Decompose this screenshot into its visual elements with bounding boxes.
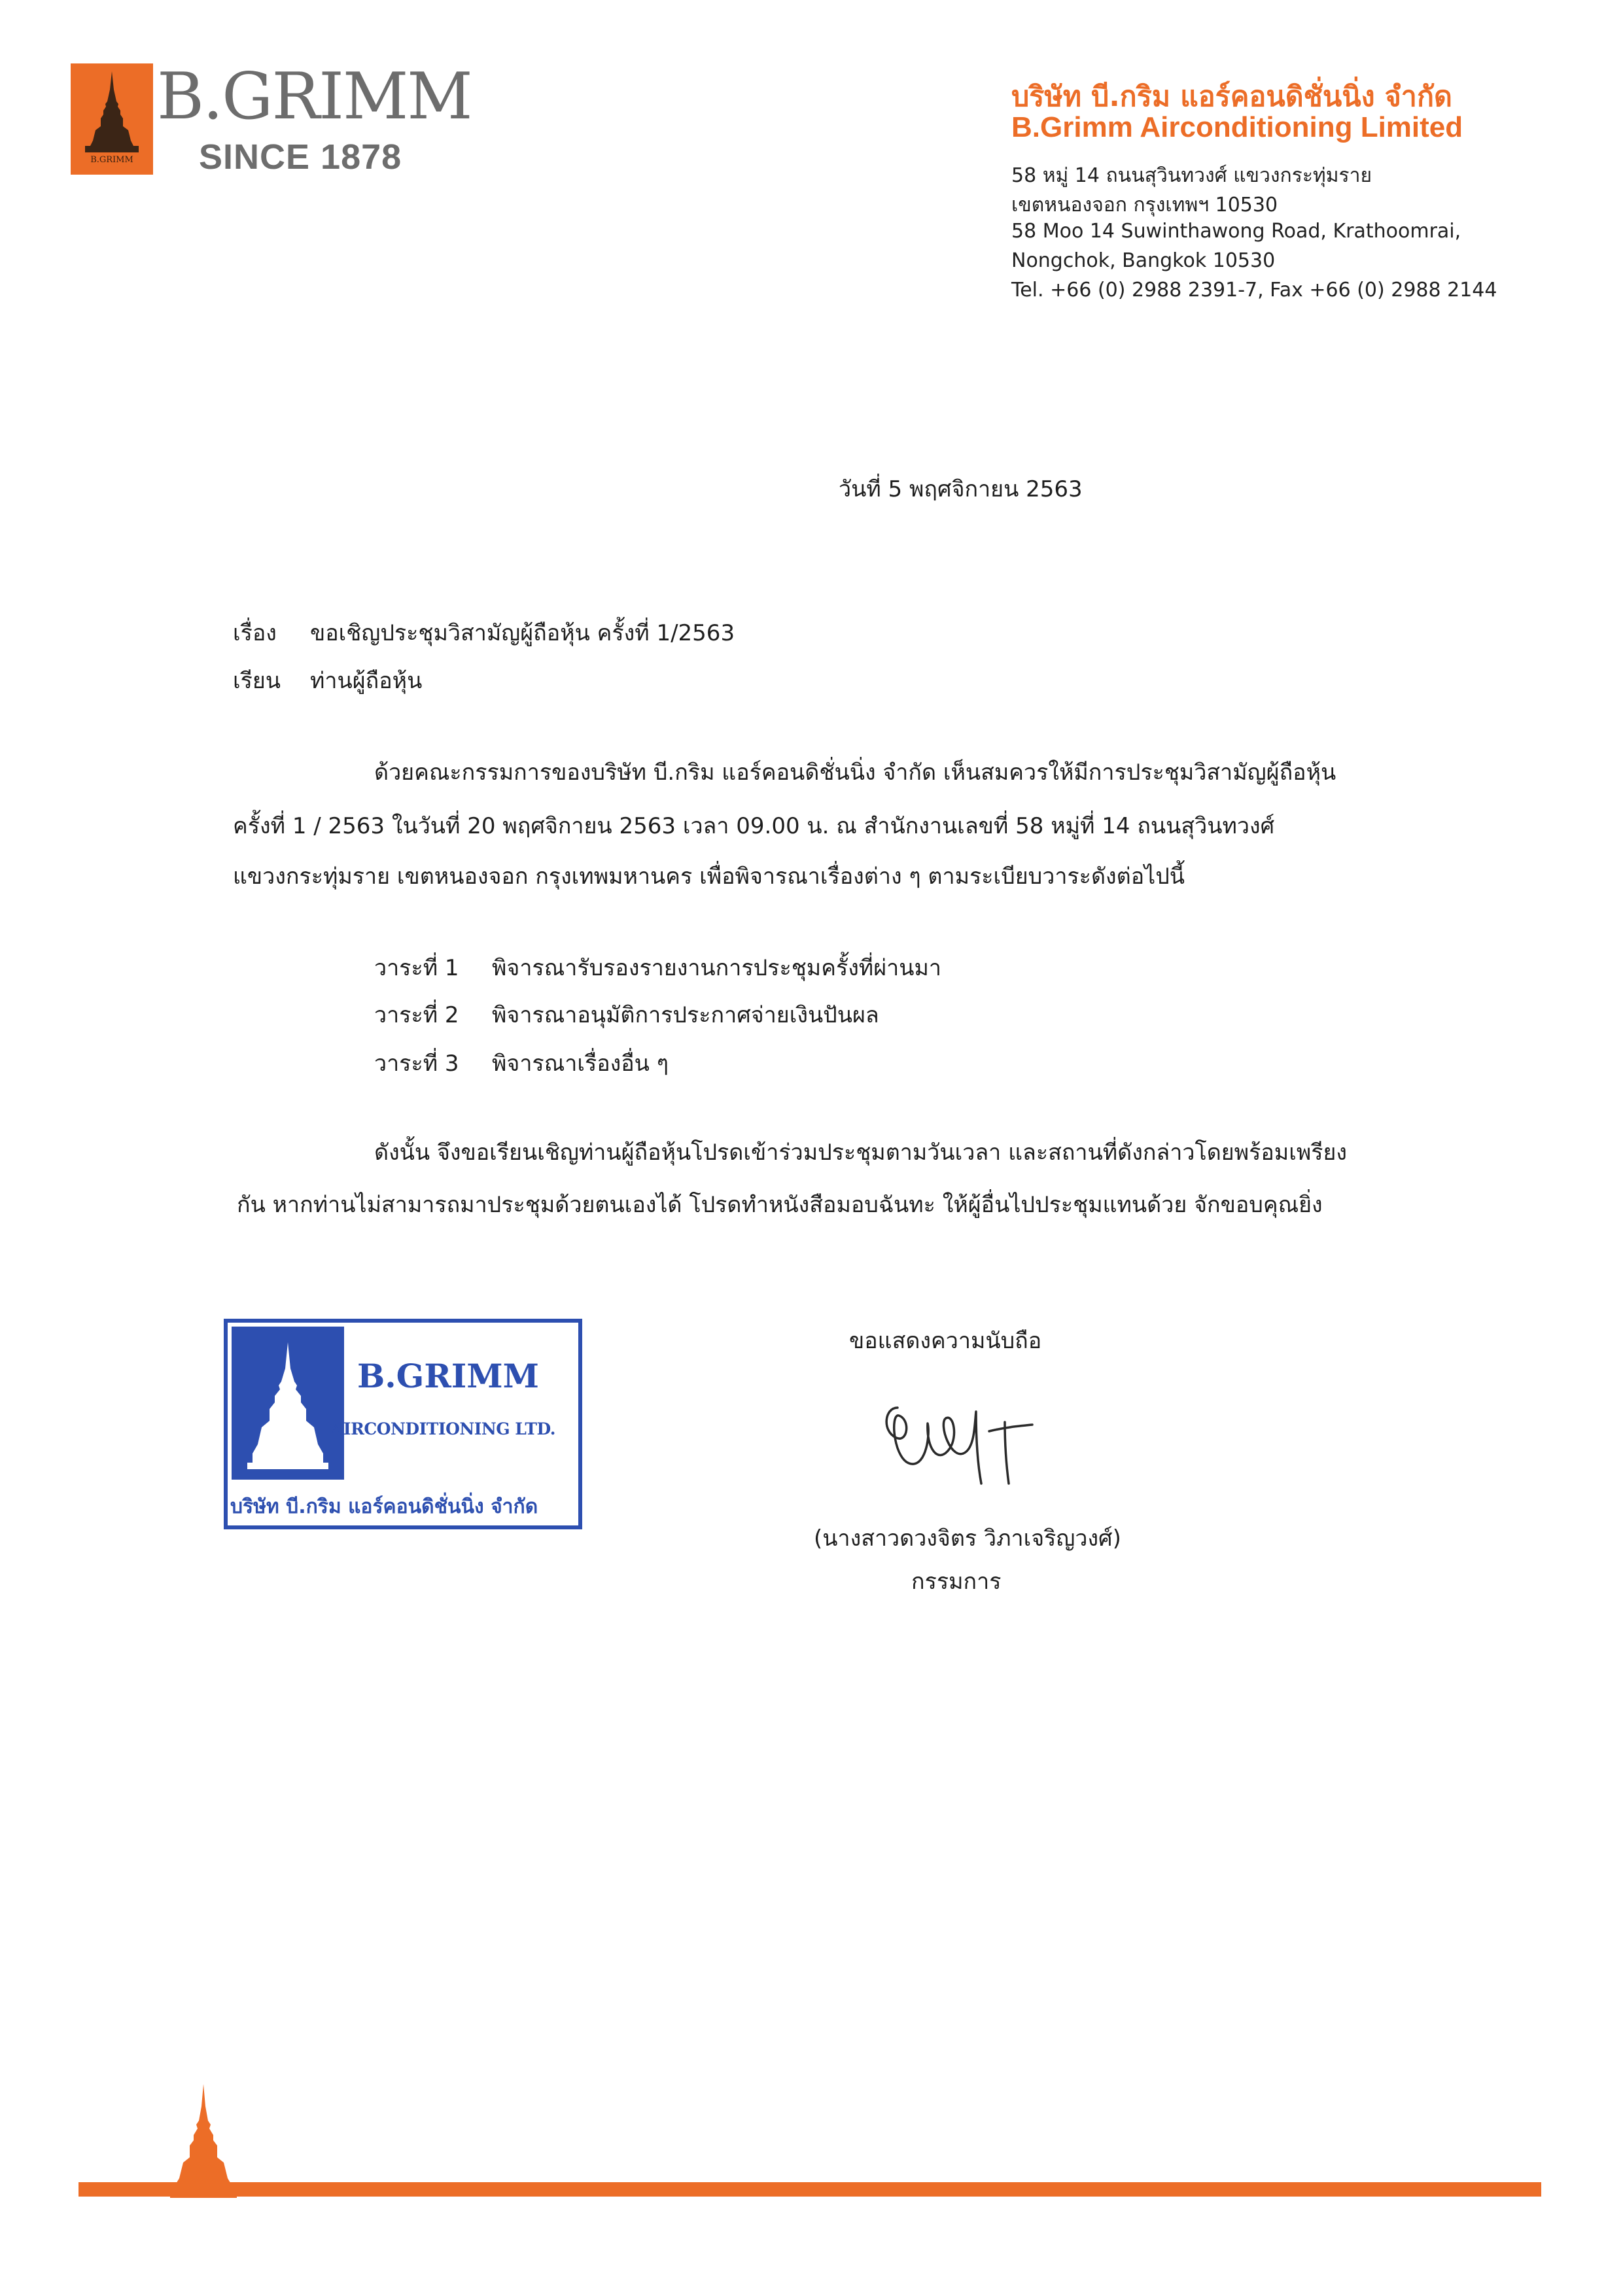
agenda-3-label: วาระที่ 3: [374, 1051, 459, 1077]
footer-chedi-icon: [165, 2080, 242, 2198]
agenda-1-label: วาระที่ 1: [374, 955, 459, 981]
company-logo: [71, 60, 472, 181]
recipient-text: ท่านผู้ถือหุ้น: [310, 668, 423, 694]
stamp-thai-name: บริษัท บี.กริม แอร์คอนดิชั่นนิ่ง จำกัด: [230, 1495, 538, 1518]
logo-since: SINCE 1878: [199, 137, 402, 177]
address-line-4: Nongchok, Bangkok 10530: [1011, 249, 1276, 272]
agenda-2-text: พิจารณาอนุมัติการประกาศจ่ายเงินปันผล: [492, 1002, 879, 1028]
para2-line-2: กัน หากท่านไม่สามารถมาประชุมด้วยตนเองได้ โปรดทำหนังสือมอบฉันทะ ให้ผู้อื่นไปประชุมแทนด้วย จักขอบคุณยิ่ง: [237, 1192, 1323, 1218]
subject-label: เรื่อง: [233, 620, 277, 646]
subject-text: ขอเชิญประชุมวิสามัญผู้ถือหุ้น ครั้งที่ 1/2563: [310, 620, 735, 646]
signer-name: (นางสาวดวงจิตร วิภาเจริญวงศ์): [814, 1525, 1121, 1552]
logo-mini-text: B.GRIMM: [90, 155, 133, 165]
signature-icon: [870, 1385, 1053, 1497]
company-name-english: B.Grimm Airconditioning Limited: [1011, 111, 1463, 143]
address-line-5: Tel. +66 (0) 2988 2391-7, Fax +66 (0) 2988 2144: [1011, 279, 1497, 302]
para1-line-2: ครั้งที่ 1 / 2563 ในวันที่ 20 พฤศจิกายน 2563 เวลา 09.00 น. ณ สำนักงานเลขที่ 58 หมู่ที่ 14 ถนนสุวินทวงศ์: [233, 813, 1275, 839]
stamp-company-name: B.GRIMM: [357, 1357, 540, 1395]
para1-line-3: แขวงกระทุ่มราย เขตหนองจอก กรุงเทพมหานคร เพื่อพิจารณาเรื่องต่าง ๆ ตามระเบียบวาระดังต่อไปนี้: [233, 863, 1185, 890]
agenda-2-label: วาระที่ 2: [374, 1002, 459, 1028]
footer-bar: [79, 2182, 1541, 2197]
agenda-1-text: พิจารณารับรองรายงานการประชุมครั้งที่ผ่านมา: [492, 955, 941, 981]
logo-name: B.GRIMM: [157, 60, 472, 134]
para1-line-1: ด้วยคณะกรรมการของบริษัท บี.กริม แอร์คอนดิชั่นนิ่ง จำกัด เห็นสมควรให้มีการประชุมวิสามัญผู้ถือหุ้น: [374, 759, 1336, 786]
agenda-3-text: พิจารณาเรื่องอื่น ๆ: [492, 1051, 669, 1077]
address-line-2: เขตหนองจอก กรุงเทพฯ 10530: [1011, 194, 1278, 217]
recipient-label: เรียน: [233, 668, 281, 694]
letter-date: วันที่ 5 พฤศจิกายน 2563: [839, 476, 1083, 502]
chedi-logo-icon: [71, 63, 153, 175]
address-line-1: 58 หมู่ 14 ถนนสุวินทวงศ์ แขวงกระทุ่มราย: [1011, 164, 1372, 187]
stamp-subtitle: AIRCONDITIONING LTD.: [331, 1419, 555, 1438]
company-name-thai: บริษัท บี.กริม แอร์คอนดิชั่นนิ่ง จำกัด: [1011, 80, 1452, 113]
company-stamp: [224, 1319, 582, 1529]
signer-title: กรรมการ: [911, 1569, 1002, 1595]
para2-line-1: ดังนั้น จึงขอเรียนเชิญท่านผู้ถือหุ้นโปรดเข้าร่วมประชุมตามวันเวลา และสถานที่ดังกล่าวโดยพร้อมเพรียง: [374, 1139, 1348, 1166]
closing-text: ขอแสดงความนับถือ: [849, 1328, 1042, 1354]
stamp-chedi-icon: [228, 1323, 578, 1480]
address-line-3: 58 Moo 14 Suwinthawong Road, Krathoomrai,: [1011, 220, 1461, 243]
